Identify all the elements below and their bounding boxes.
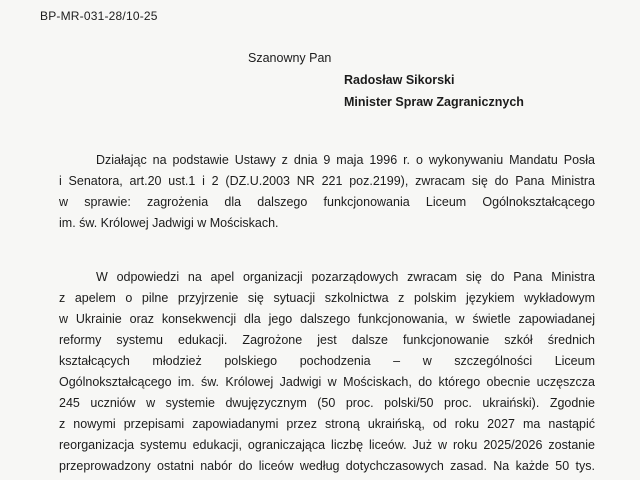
paragraph-line: z apelem o pilne przyjrzenie się sytuacji szkolnictwa z polskim językiem wykładowym [59, 291, 595, 305]
paragraph-line: i Senatora, art.20 ust.1 i 2 (DZ.U.2003 NR 221 poz.2199), zwracam się do Pana Ministra [59, 174, 595, 188]
paragraph-1 [59, 150, 595, 234]
paragraph-line: reorganizacja systemu edukacji, ograniczająca liczbę liceów. Już w roku 2025/2026 zostanie [59, 438, 595, 452]
recipient-name: Radosław Sikorski [344, 73, 455, 87]
paragraph-line: W odpowiedzi na apel organizacji pozarządowych zwracam się do Pana Ministra [96, 270, 595, 284]
paragraph-2 [59, 267, 595, 477]
paragraph-line: w sprawie: zagrożenia dla dalszego funkcjonowania Liceum Ogólnokształcącego [59, 195, 595, 209]
paragraph-line: w Ukrainie oraz konsekwencji dla jego dalszego funkcjonowania, w świetle zapowiadanej [59, 312, 595, 326]
salutation: Szanowny Pan [248, 51, 332, 65]
paragraph-line: przeprowadzony ostatni nabór do liceów według dotychczasowych zasad. Na każde 50 tys. [59, 459, 595, 473]
paragraph-line: z nowymi przepisami zapowiadanymi przez stroną ukraińską, od roku 2027 ma nastąpić [59, 417, 595, 431]
paragraph-line: 245 uczniów w systemie dwujęzycznym (50 proc. polski/50 proc. ukraiński). Zgodnie [59, 396, 595, 410]
paragraph-line: Ogólnokształcącego im. św. Królowej Jadwigi w Mościskach, do którego obecnie uczęszcza [59, 375, 595, 389]
recipient-title: Minister Spraw Zagranicznych [344, 95, 524, 109]
paragraph-line: im. św. Królowej Jadwigi w Mościskach. [59, 216, 279, 230]
paragraph-line: Działając na podstawie Ustawy z dnia 9 maja 1996 r. o wykonywaniu Mandatu Posła [96, 153, 595, 167]
paragraph-line: reformy systemu edukacji. Zagrożone jest dalsze funkcjonowanie szkół średnich [59, 333, 595, 347]
paragraph-line: kształcących młodzież polskiego pochodzenia – w szczególności Liceum [59, 354, 595, 368]
reference-number: BP-MR-031-28/10-25 [40, 9, 158, 23]
